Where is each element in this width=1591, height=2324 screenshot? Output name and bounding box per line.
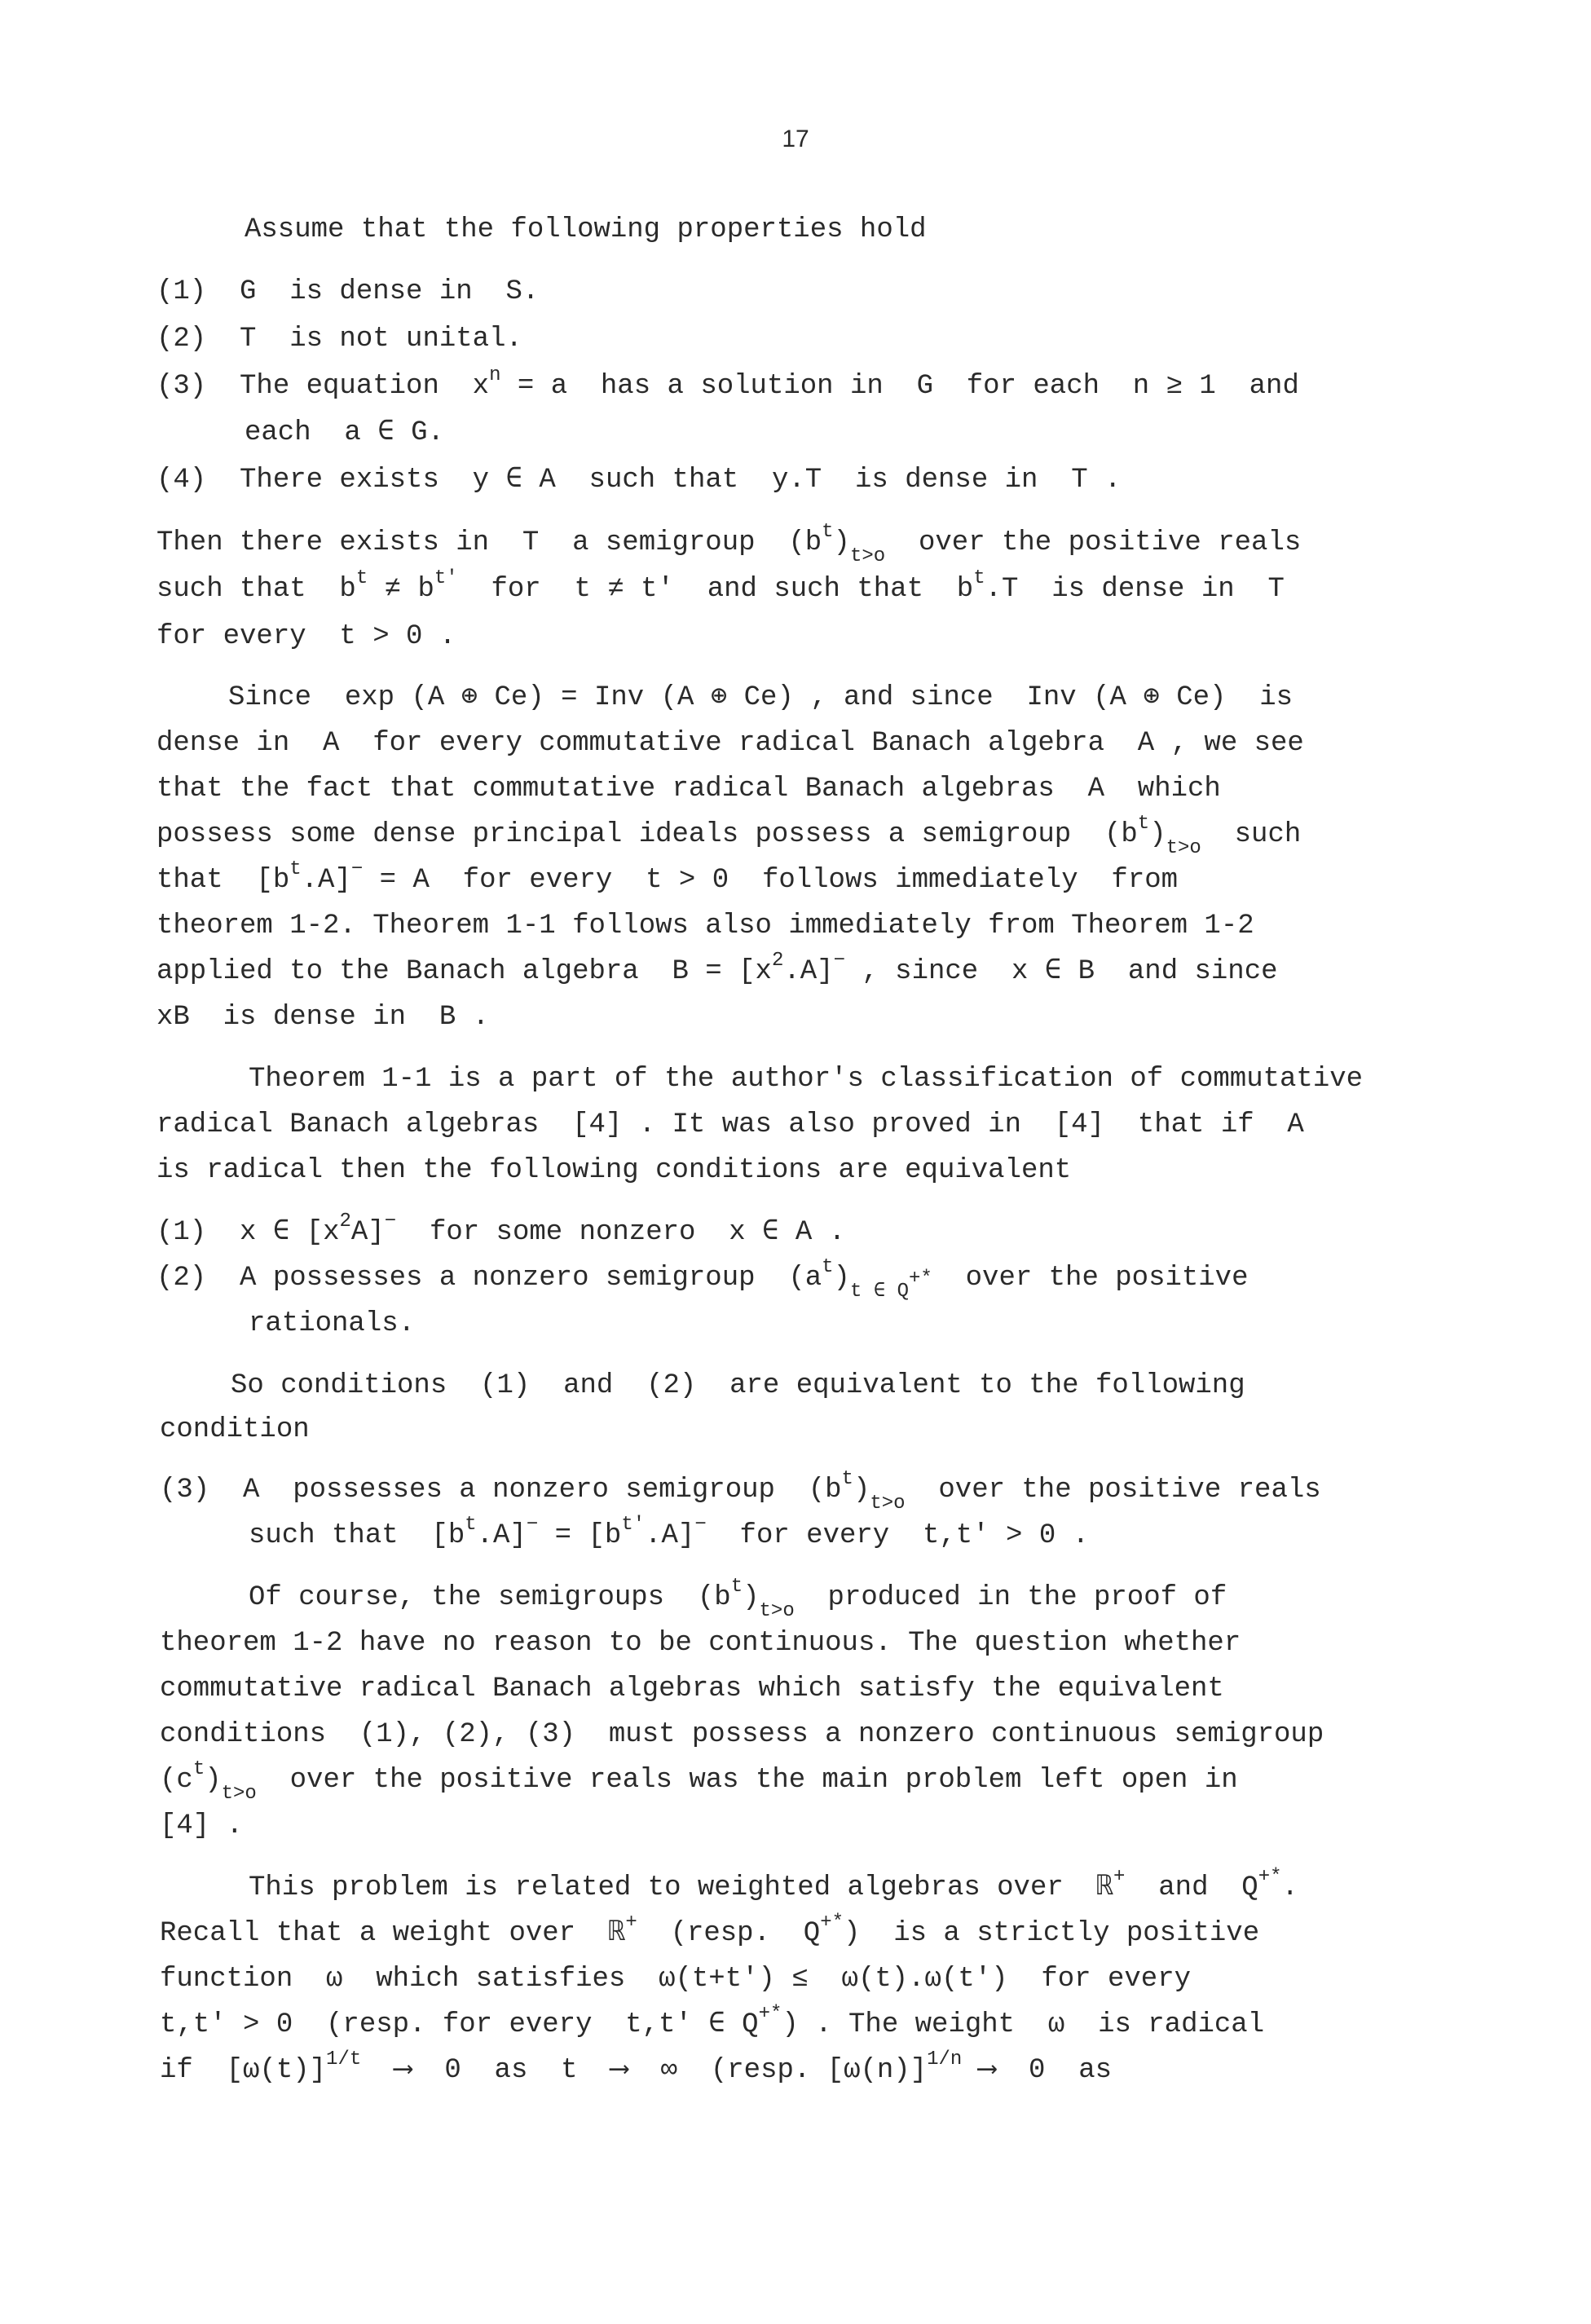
text-line: for every t > 0 . bbox=[156, 621, 456, 652]
text-line: rationals. bbox=[249, 1308, 416, 1339]
text-line: Theorem 1-1 is a part of the author's classification of commutative bbox=[249, 1064, 1364, 1095]
text-line: [4] . bbox=[160, 1810, 244, 1841]
condition-1: (1) x ∈ $[x^2A]^-$ for some nonzero x ∈ A . bbox=[156, 1211, 846, 1248]
text-line: theorem 1-2. Theorem 1-1 follows also immediately from Theorem 1-2 bbox=[156, 911, 1254, 942]
text-line: that $[b^t.A]^- = A$ for every t > 0 follows immediately from bbox=[156, 858, 1179, 896]
property-3: (3) The equation $x^n = a$ has a solution in G for each n ≥ 1 and bbox=[156, 364, 1299, 402]
text-line: xB is dense in B . bbox=[156, 1002, 490, 1033]
text-line: function ω which satisfies ω(t+t') ≤ ω(t).ω(t') for every bbox=[160, 1964, 1192, 1995]
page-number: 17 bbox=[782, 126, 809, 152]
text-line: is radical then the following conditions are equivalent bbox=[156, 1155, 1072, 1186]
text-line: applied to the Banach algebra $B = [x^2.A]^-$ , since x ∈ B and since bbox=[156, 950, 1278, 987]
text-line: commutative radical Banach algebras which satisfy the equivalent bbox=[160, 1674, 1224, 1704]
condition-3: (3) A possesses a nonzero semigroup $(b^t)_{t>o}$ over the positive reals bbox=[160, 1468, 1321, 1515]
text-line: such that $b^t \ne b^{t'}$ for t ≠ t' and such that $b^t.T$ is dense in T bbox=[156, 567, 1285, 605]
text-line: each a ∈ G. bbox=[245, 417, 444, 448]
text-line: This problem is related to weighted algebras over ℝ+ and Q+*. bbox=[249, 1866, 1298, 1903]
text-line: Of course, the semigroups $(b^t)_{t>o}$ produced in the proof of bbox=[249, 1576, 1227, 1622]
text-line: Then there exists in T a semigroup $(b^t)_{t>o}$ over the positive reals bbox=[156, 521, 1302, 567]
text-line: Since exp (A ⊕ Ce) = Inv (A ⊕ Ce) , and since Inv (A ⊕ Ce) is bbox=[228, 682, 1294, 713]
text-line: such that $[b^t.A]^- = [b^{t'}.A]^-$ for every t,t' > 0 . bbox=[249, 1514, 1090, 1551]
text-line: Recall that a weight over ℝ+ (resp. Q+*) is a strictly positive bbox=[160, 1912, 1260, 1949]
text-line: condition bbox=[160, 1414, 310, 1445]
condition-2: (2) A possesses a nonzero semigroup $(a^t)_{t \in Q^{+*}}$ over the positive bbox=[156, 1256, 1249, 1303]
property-4: (4) There exists y ∈ A such that y.T is dense in T . bbox=[156, 465, 1122, 496]
text-line: possess some dense principal ideals possess a semigroup $(b^t)_{t>o}$ such bbox=[156, 813, 1302, 859]
text-line: Assume that the following properties hold bbox=[245, 214, 927, 245]
text-line: if $[\omega(t)]^{1/t}$ ⟶ 0 as t ⟶ ∞ (resp. $[\omega(n)]^{1/n}$ ⟶ 0 as bbox=[160, 2048, 1113, 2086]
text-line: dense in A for every commutative radical Banach algebra A , we see bbox=[156, 728, 1304, 759]
property-2: (2) T is not unital. bbox=[156, 324, 522, 355]
text-line: that the fact that commutative radical Banach algebras A which bbox=[156, 774, 1221, 805]
text-line: $(c^t)_{t>o}$ over the positive reals was the main problem left open in bbox=[160, 1758, 1238, 1805]
text-line: conditions (1), (2), (3) must possess a nonzero continuous semigroup bbox=[160, 1719, 1324, 1750]
text-line: theorem 1-2 have no reason to be continuous. The question whether bbox=[160, 1628, 1241, 1659]
text-line: So conditions (1) and (2) are equivalent to the following bbox=[231, 1370, 1245, 1401]
text-line: radical Banach algebras [4] . It was also proved in [4] that if A bbox=[156, 1109, 1304, 1140]
text-line: t,t' > 0 (resp. for every t,t' ∈ Q+*) . The weight ω is radical bbox=[160, 2003, 1265, 2040]
property-1: (1) G is dense in S. bbox=[156, 276, 540, 307]
